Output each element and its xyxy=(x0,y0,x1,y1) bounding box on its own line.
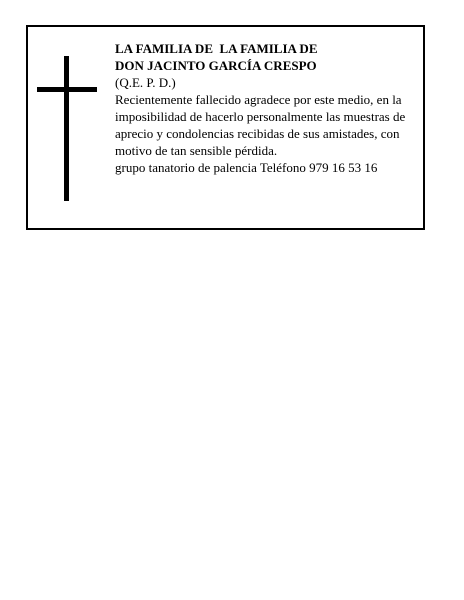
notice-text xyxy=(115,40,421,176)
notice-body: Recientemente fallecido agradece por este medio, en la imposibilidad de hacerlo personalmente las muestras de aprecio y condolencias recibidas de sus amistades, con motivo de tan sensible pérdida. xyxy=(115,92,406,158)
obituary-notice xyxy=(26,25,425,230)
cross-horizontal-bar xyxy=(37,87,97,92)
contact-line: grupo tanatorio de palencia Teléfono 979 16 53 16 xyxy=(115,160,378,175)
rip-text: (Q.E. P. D.) xyxy=(115,75,176,90)
notice-heading-line1: LA FAMILIA DE LA FAMILIA DE xyxy=(115,41,318,56)
cross-icon xyxy=(37,56,97,201)
cross-vertical-bar xyxy=(64,56,69,201)
notice-heading-line2: DON JACINTO GARCÍA CRESPO xyxy=(115,58,317,73)
